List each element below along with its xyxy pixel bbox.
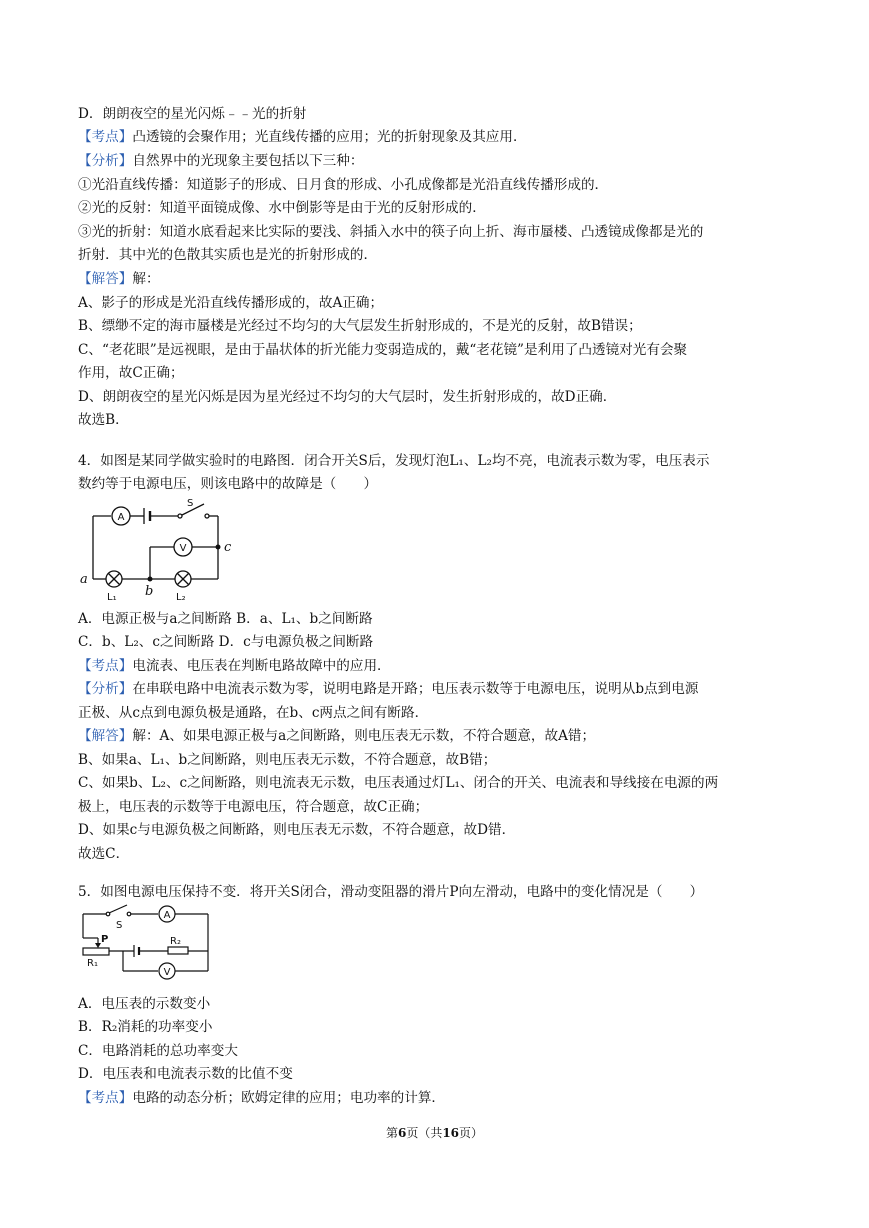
voltmeter-label: V [179,543,187,554]
kaodian-tag: 【考点】 [78,129,133,145]
q4-jieda: 【解答】解：A、如果电源正极与a之间断路，则电压表无示数，不符合题意，故A错； [78,728,596,744]
ammeter-label: A [117,512,125,523]
q3-answer-c2: 作用，故C正确； [78,365,184,381]
q4-options-2: C．b、L₂、c之间断路 D．c与电源负极之间断路 [78,634,374,650]
point-b-label: b [145,584,154,599]
q5-option-b: B．R₂消耗的功率变小 [78,1019,213,1035]
q5-r2-label: R₂ [170,936,181,947]
page-footer: 第6页（共16页） [385,1126,484,1140]
q4-answer-c1: C、如果b、L₂、c之间断路，则电流表无示数，电压表通过灯L₁、闭合的开关、电流表和导线接在电源的两 [78,775,719,791]
q5-option-c: C．电路消耗的总功率变大 [78,1043,238,1059]
q4-answer-d: D、如果c与电源负极之间断路，则电压表无示数，不符合题意，故D错． [78,822,516,838]
q5-option-d: D．电压表和电流表示数的比值不变 [78,1066,293,1082]
q3-option-d: D．朗朗夜空的星光闪烁﹣﹣光的折射 [78,106,307,122]
q4-answer-c2: 极上，电压表的示数等于电源电压，符合题意，故C正确； [78,799,429,815]
q5-circuit-diagram [78,900,214,984]
lamp1-label: L₁ [107,592,117,603]
kaodian-tag: 【考点】 [78,658,133,674]
q5-switch-label: S [116,920,123,931]
fenxi-tag: 【分析】 [78,681,133,697]
q3-answer-c1: C、“老花眼”是远视眼，是由于晶状体的折光能力变弱造成的，戴“老花镜”是利用了凸透镜对光有会聚 [78,342,688,358]
q3-point-3b: 折射．其中光的色散其实质也是光的折射形成的． [78,247,378,263]
q3-point-1: ①光沿直线传播：知道影子的形成、日月食的形成、小孔成像都是光沿直线传播形成的． [78,177,609,193]
q4-kaodian: 【考点】电流表、电压表在判断电路故障中的应用． [78,658,391,674]
q5-ammeter-label: A [163,910,171,921]
jieda-tag: 【解答】 [78,728,133,744]
q5-voltmeter-label: V [163,967,171,978]
jieda-tag: 【解答】 [78,271,133,287]
q5-r1-label: R₁ [87,958,98,969]
q3-jieda: 【解答】解： [78,271,160,287]
q3-answer-d: D、朗朗夜空的星光闪烁是因为星光经过不均匀的大气层时，发生折射形成的，故D正确． [78,389,617,405]
q4-final: 故选C． [78,846,130,862]
point-a-label: a [80,572,88,587]
q3-answer-a: A、影子的形成是光沿直线传播形成的，故A正确； [78,295,384,311]
q4-options-1: A．电源正极与a之间断路 B．a、L₁、b之间断路 [78,611,373,627]
q5-kaodian: 【考点】电路的动态分析；欧姆定律的应用；电功率的计算． [78,1090,446,1106]
q4-stem-2: 数约等于电源电压，则该电路中的故障是（ ） [78,476,378,492]
lamp2-label: L₂ [176,592,186,603]
q4-stem-1: 4．如图是某同学做实验时的电路图．闭合开关S后，发现灯泡L₁、L₂均不亮，电流表示数为零，电压表示 [78,453,710,469]
q3-final: 故选B． [78,412,129,428]
q4-answer-b: B、如果a、L₁、b之间断路，则电压表无示数，不符合题意，故B错； [78,752,497,768]
switch-label: S [187,498,194,509]
q3-point-2: ②光的反射：知道平面镜成像、水中倒影等是由于光的反射形成的． [78,200,486,216]
page-total: 16 [442,1126,460,1140]
q3-kaodian: 【考点】凸透镜的会聚作用；光直线传播的应用；光的折射现象及其应用． [78,129,527,145]
page-number: 6 [397,1126,407,1140]
point-c-label: c [224,540,232,555]
kaodian-tag: 【考点】 [78,1090,133,1106]
q4-fenxi-1: 【分析】在串联电路中电流表示数为零，说明电路是开路；电压表示数等于电源电压，说明从b点到电源 [78,681,699,697]
q5-option-a: A．电压表的示数变小 [78,996,211,1012]
q3-answer-b: B、缥缈不定的海市蜃楼是光经过不均匀的大气层发生折射形成的，不是光的反射，故B错误； [78,318,642,334]
q4-fenxi-2: 正极、从c点到电源负极是通路，在b、c两点之间有断路． [78,705,429,721]
q3-fenxi: 【分析】自然界中的光现象主要包括以下三种： [78,153,364,169]
q5-stem: 5．如图电源电压保持不变．将开关S闭合，滑动变阻器的滑片P向左滑动，电路中的变化情况是（ ） [78,884,704,900]
q4-circuit-diagram [78,496,248,606]
q5-slider-label: P [101,934,109,945]
q3-point-3a: ③光的折射：知道水底看起来比实际的要浅、斜插入水中的筷子向上折、海市蜃楼、凸透镜成像都是光的 [78,224,704,240]
fenxi-tag: 【分析】 [78,153,133,169]
